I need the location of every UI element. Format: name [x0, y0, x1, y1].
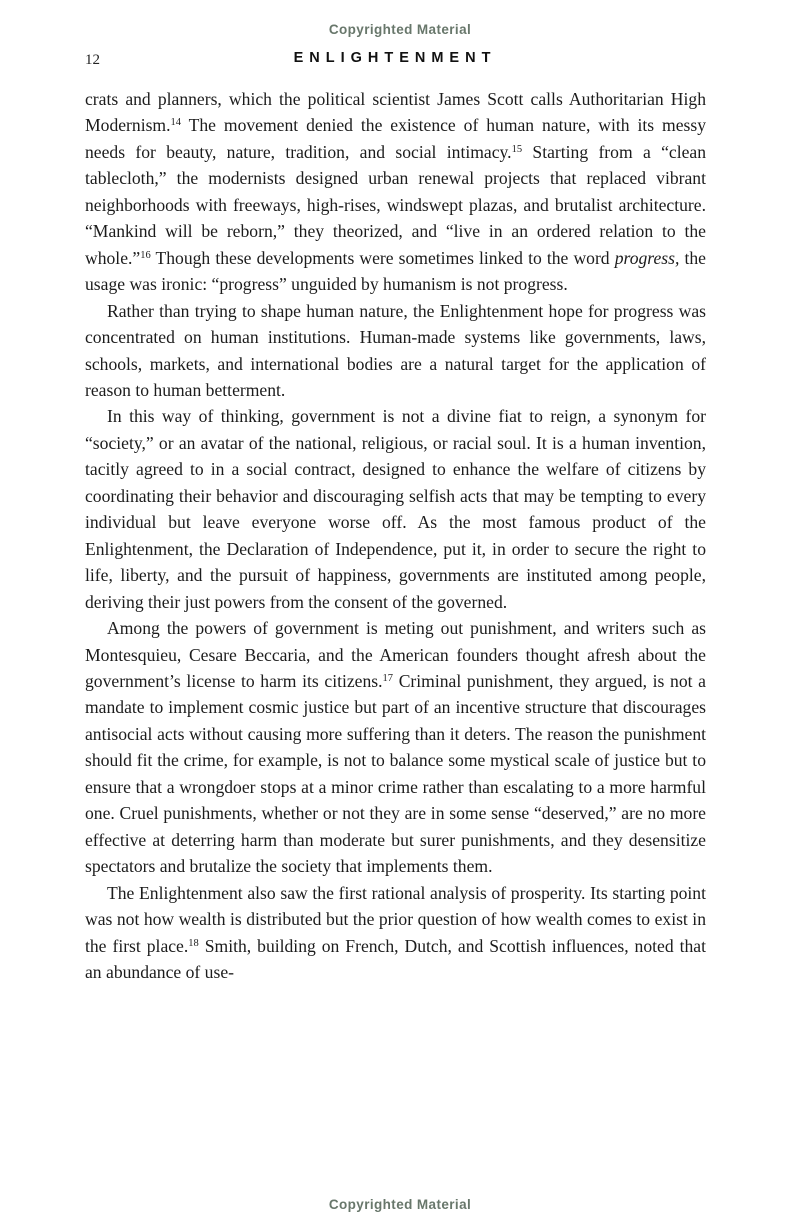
running-head	[85, 50, 705, 72]
text-run: Among the powers of government is meting out punishment, and writers such as Montesquieu, Cesare Beccaria, and the American founders thought afresh about the government’s license to harm its citizens.	[85, 618, 706, 691]
text-run: The movement denied the existence of human nature, with its messy needs for beauty, nature, tradition, and social intimacy.	[85, 115, 706, 162]
footnote-reference: 14	[170, 117, 182, 129]
footnote-reference: 18	[188, 937, 199, 949]
footnote-reference: 16	[140, 249, 151, 261]
text-run: In this way of thinking, government is not a divine fiat to reign, a synonym for “society,” or an avatar of the national, religious, or racial soul. It is a human invention, tacitly agreed to in a social contract, designed to enhance the welfare of citizens by coordinating their behavior and discouraging selfish acts that may be tempting to every individual but leave everyone worse off. As the most famous product of the Enlightenment, the Declaration of Independence, put it, in order to secure the right to life, liberty, and the pursuit of happiness, governments are instituted among people, deriving their just powers from the consent of the governed.	[85, 406, 706, 612]
text-run: The Enlightenment also saw the first rational analysis of prosperity. Its starting point was not how wealth is distributed but the prior question of how wealth comes to exist in the first place.	[85, 882, 706, 956]
copyright-notice-top: Copyrighted Material	[328, 22, 472, 37]
paragraph	[85, 615, 706, 880]
text-run: the usage was ironic: “progress” unguided by humanism is not progress.	[85, 247, 706, 295]
copyright-notice-bottom: Copyrighted Material	[328, 1197, 472, 1212]
text-run: Criminal punishment, they argued, is not a mandate to implement cosmic justice but part of an incentive structure that discourages antisocial acts without causing more suffering than it deters. The reason the punishment should fit the crime, for example, is not to balance some mystical scale of justice but to ensure that a wrongdoer stops at a minor crime rather than escalating to a more harmful one. Cruel punishments, whether or not they are in some sense “deserved,” are no more effective at deterring harm than moderate but surer punishments, and they desensitize spectators and brutalize the society that implements them.	[85, 670, 706, 877]
text-run: crats and planners, which the political scientist James Scott calls Authoritarian High Modernism.	[85, 89, 706, 136]
text-run: Smith, building on French, Dutch, and Scottish influences, noted that an abundance of use-	[85, 935, 706, 982]
paragraph	[85, 403, 706, 615]
text-run: Starting from a “clean tablecloth,” the modernists designed urban renewal projects that replaced vibrant neighborhoods with freeways, high-rises, windswept plazas, and brutalist architecture. “Mankind will be reborn,” they theorized, and “live in an ordered relation to the whole.”	[85, 141, 707, 268]
text-run: Though these developments were sometimes linked to the word	[150, 247, 615, 268]
paragraph	[85, 298, 706, 404]
italic-text: progress,	[614, 247, 680, 268]
footnote-reference: 17	[382, 672, 394, 684]
paragraph	[85, 86, 706, 298]
footnote-reference: 15	[511, 143, 523, 155]
page-number: 12	[85, 52, 100, 68]
chapter-title: ENLIGHTENMENT	[293, 50, 497, 66]
paragraph	[85, 880, 706, 986]
text-run: Rather than trying to shape human nature, the Enlightenment hope for progress was concentrated on human institutions. Human-made systems like governments, laws, schools, markets, and international bodies are a natural target for the application of reason to human betterment.	[85, 300, 706, 400]
body-text	[85, 86, 706, 985]
